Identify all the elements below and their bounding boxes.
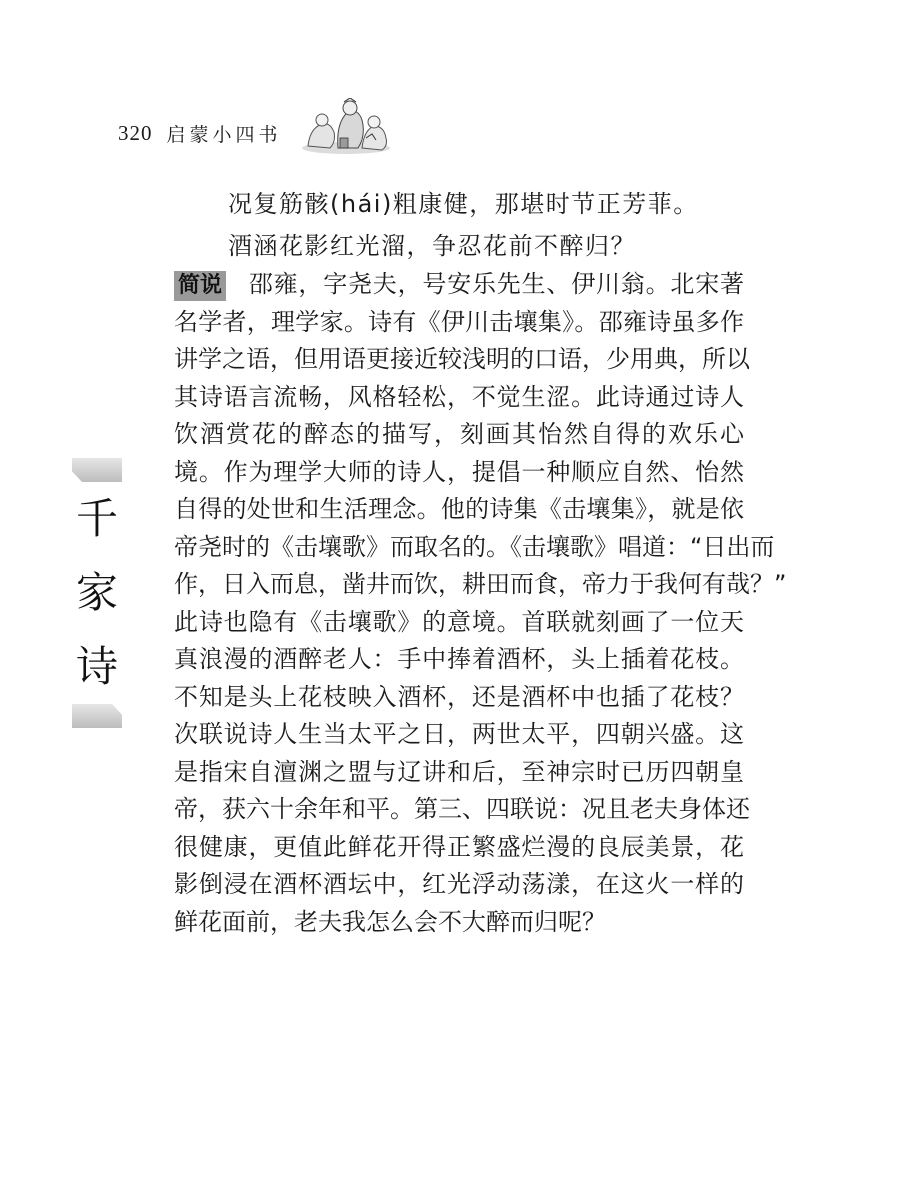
commentary-line: 自得的处世和生活理念。他的诗集《击壤集》，就是依 xyxy=(174,495,744,523)
commentary-line: 真浪漫的酒醉老人：手中捧着酒杯，头上插着花枝。 xyxy=(174,645,744,673)
running-header xyxy=(118,120,282,147)
commentary-line: 此诗也隐有《击壤歌》的意境。首联就刻画了一位天 xyxy=(174,607,744,636)
side-title-char: 家 xyxy=(75,568,118,617)
drinking-scholars-illustration xyxy=(300,98,392,156)
commentary-first-line: 邵雍，字尧夫，号安乐先生、伊川翁。北宋著 xyxy=(248,270,744,298)
commentary-line: 帝，获六十余年和平。第三、四联说：况且老夫身体还 xyxy=(174,795,750,823)
page-number: 320 xyxy=(118,121,153,145)
commentary-line: 影倒浸在酒杯酒坛中，红光浮动荡漾，在这火一样的 xyxy=(174,870,744,898)
side-title-char: 诗 xyxy=(75,642,118,691)
commentary-section xyxy=(174,266,787,941)
commentary-line: 很健康，更值此鲜花开得正繁盛烂漫的良辰美景，花 xyxy=(174,832,744,861)
commentary-line: 其诗语言流畅，风格轻松，不觉生涩。此诗通过诗人 xyxy=(174,382,744,411)
commentary-line: 饮酒赏花的醉态的描写，刻画其怡然自得的欢乐心 xyxy=(174,420,744,448)
commentary-line: 不知是头上花枝映入酒杯，还是酒杯中也插了花枝？ xyxy=(174,682,744,711)
commentary-line: 讲学之语，但用语更接近较浅明的口语，少用典，所以 xyxy=(174,345,750,373)
side-title-char: 千 xyxy=(75,494,118,543)
poem-line: 酒涵花影红光溜，争忍花前不醉归？ xyxy=(228,232,636,260)
commentary-line xyxy=(174,266,744,304)
side-section-title xyxy=(72,458,122,728)
commentary-badge: 简说 xyxy=(174,271,226,301)
commentary-line: 是指宋自澶渊之盟与辽讲和后，至神宗时已历四朝皇 xyxy=(174,757,744,786)
book-title: 启蒙小四书 xyxy=(166,124,282,146)
commentary-line: 次联说诗人生当太平之日，两世太平，四朝兴盛。这 xyxy=(174,720,744,748)
commentary-line: 帝尧时的《击壤歌》而取名的。《击壤歌》唱道：“日出而 xyxy=(174,532,775,561)
side-title-top-ornament xyxy=(72,458,122,482)
commentary-line: 境。作为理学大师的诗人，提倡一种顺应自然、怡然 xyxy=(174,457,744,486)
commentary-line: 名学者，理学家。诗有《伊川击壤集》。邵雍诗虽多作 xyxy=(174,307,744,336)
side-title-bottom-ornament xyxy=(72,704,122,728)
commentary-line: 鲜花面前，老夫我怎么会不大醉而归呢？ xyxy=(174,907,606,936)
commentary-line: 作，日入而息，凿井而饮，耕田而食，帝力于我何有哉？” xyxy=(174,570,787,598)
poem-line: 况复筋骸(hái)粗康健，那堪时节正芳菲。 xyxy=(228,190,699,218)
